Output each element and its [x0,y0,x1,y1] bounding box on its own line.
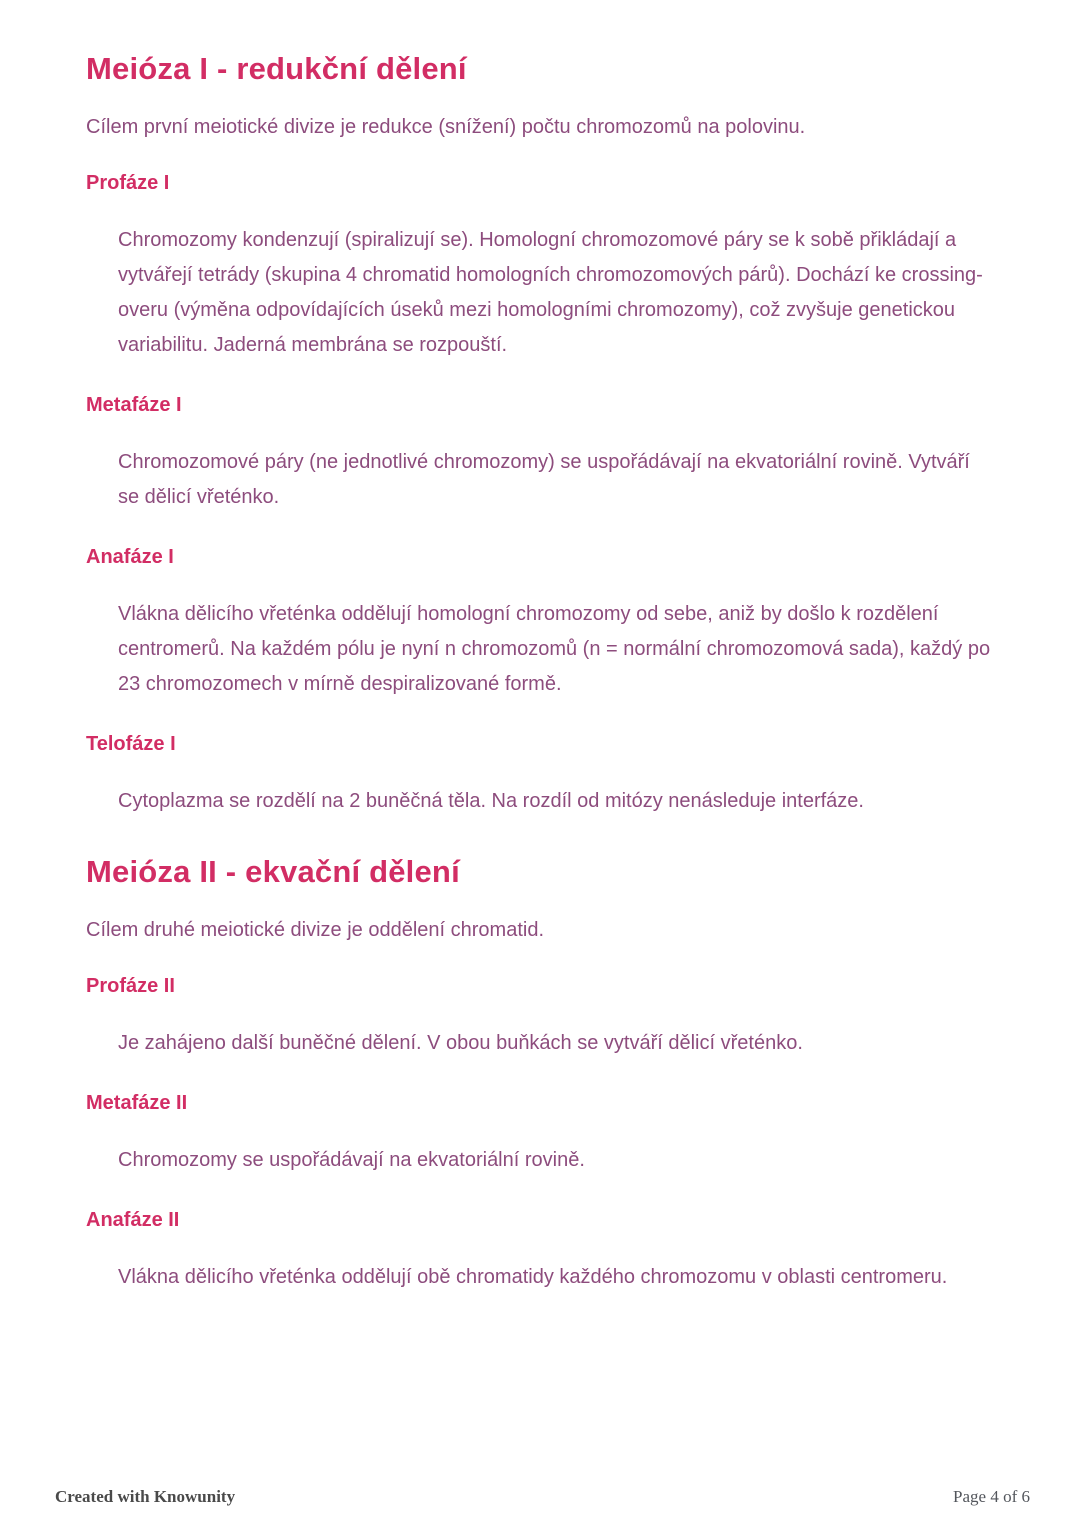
phase-block-metafaze-1 [86,393,992,515]
phase-block-telofaze-1 [86,732,992,819]
phase-heading-anafaze-1: Anafáze I [86,546,174,568]
meiosis-1-intro: Cílem první meiotické divize je redukce (snížení) počtu chromozomů na polovinu. [86,116,806,138]
phase-block-metafaze-2 [86,1091,992,1178]
footer-branding: Created with Knowunity [55,1487,236,1506]
phase-description-profaze-1: Chromozomy kondenzují (spiralizují se). Homologní chromozomové páry se k sobě přikládají a vytvářejí tetrády (skupina 4 chromatid homologních chromozomových párů). Dochází ke crossing-overu (výměna odpovídajících úseků mezi homologními chromozomy), což zvyšuje genetickou variabilitu. Jaderná membrána se rozpouští. [118,229,983,356]
phase-description-metafaze-2: Chromozomy se uspořádávají na ekvatoriální rovině. [118,1149,585,1171]
meiosis-2-intro: Cílem druhé meiotické divize je oddělení chromatid. [86,919,544,941]
phase-block-profaze-1 [86,171,992,363]
phase-heading-metafaze-2: Metafáze II [86,1092,188,1114]
phase-description-anafaze-2: Vlákna dělicího vřeténka oddělují obě chromatidy každého chromozomu v oblasti centromeru. [118,1266,948,1288]
phase-description-anafaze-1: Vlákna dělicího vřeténka oddělují homologní chromozomy od sebe, aniž by došlo k rozdělení centromerů. Na každém pólu je nyní n chromozomů (n = normální chromozomová sada), každý po 23 chromozomech v mírně despiralizované formě. [118,603,991,695]
meiosis-1-title: Meióza I - redukční dělení [86,51,467,86]
phase-heading-anafaze-2: Anafáze II [86,1209,180,1231]
page-footer [0,1487,1080,1527]
phase-description-metafaze-1: Chromozomové páry (ne jednotlivé chromozomy) se uspořádávají na ekvatoriální rovině. Vytváří se dělicí vřeténko. [118,451,970,508]
phase-block-profaze-2 [86,974,992,1061]
phase-heading-metafaze-1: Metafáze I [86,394,182,416]
phase-heading-profaze-2: Profáze II [86,975,175,997]
phase-heading-telofaze-1: Telofáze I [86,733,176,755]
phase-block-anafaze-2 [86,1208,992,1295]
phase-description-telofaze-1: Cytoplazma se rozdělí na 2 buněčná těla. Na rozdíl od mitózy nenásleduje interfáze. [118,790,864,812]
footer-page-number: Page 4 of 6 [953,1487,1030,1506]
meiosis-2-title: Meióza II - ekvační dělení [86,854,460,889]
phase-description-profaze-2: Je zahájeno další buněčné dělení. V obou buňkách se vytváří dělicí vřeténko. [118,1032,803,1054]
phase-heading-profaze-1: Profáze I [86,172,170,194]
phase-block-anafaze-1 [86,545,992,702]
